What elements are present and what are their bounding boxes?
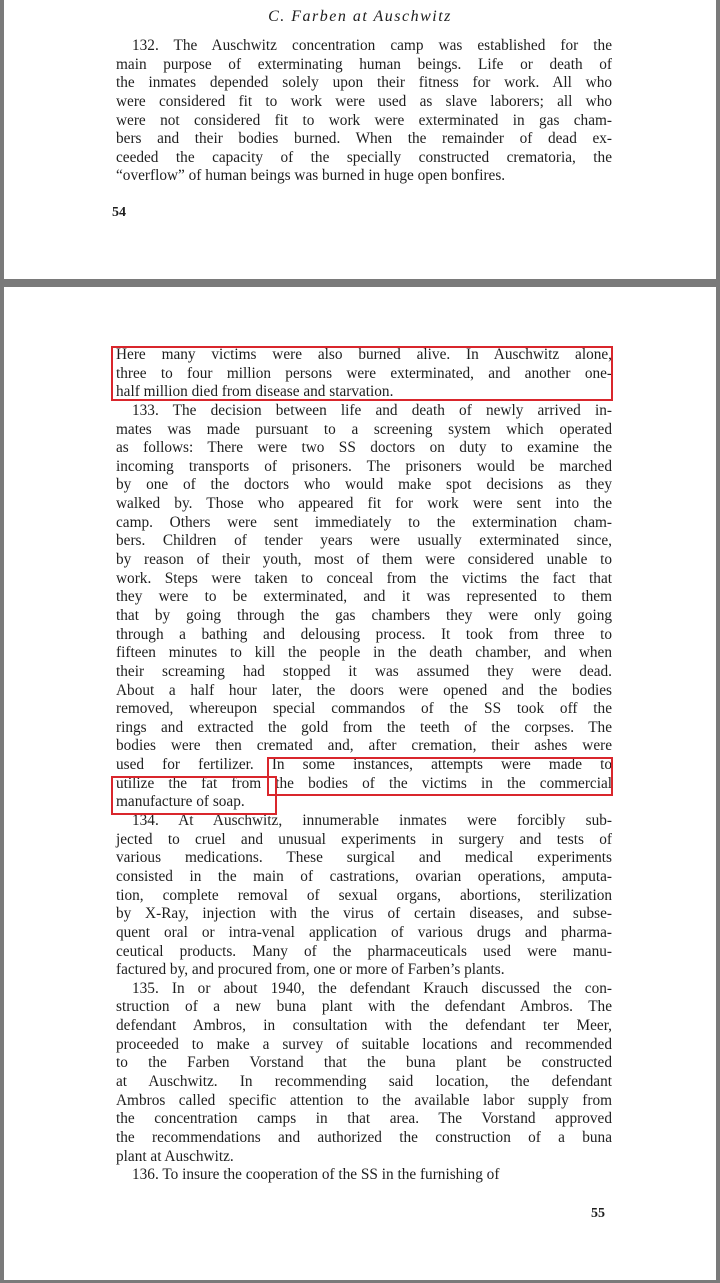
body-text-line: consisted in the main of castrations, ovarian operations, amputa-	[116, 867, 612, 885]
paragraph-132-line: ceeded the capacity of the specially constructed crematoria, the	[116, 148, 612, 166]
body-text-line: half million died from disease and starvation.	[116, 383, 394, 401]
body-text-line: walked by. Those who appeared fit for work were sent into the	[116, 495, 612, 513]
body-text-line: incoming transports of prisoners. The prisoners would be marched	[116, 457, 612, 475]
body-text-line: through a bathing and delousing process. It took from three to	[116, 625, 612, 643]
paragraph-132-line: bers and their bodies burned. When the remainder of dead ex-	[116, 130, 612, 148]
body-text-line: the recommendations and authorized the construction of a buna	[116, 1128, 612, 1146]
body-text-line: defendant Ambros, in consultation with the defendant ter Meer,	[116, 1017, 612, 1035]
paragraph-132-line: 132. The Auschwitz concentration camp was established for the	[132, 37, 612, 54]
page-number: 54	[112, 205, 126, 220]
body-text-line: jected to cruel and unusual experiments in surgery and tests of	[116, 830, 612, 848]
body-text-line: 134. At Auschwitz, innumerable inmates were forcibly sub-	[132, 812, 612, 830]
body-text-line: struction of a new buna plant with the defendant Ambros. The	[116, 998, 612, 1016]
body-text-line: by one of the doctors who would make spot decisions as they	[116, 476, 612, 494]
paragraph-132-line: the inmates depended solely upon their fitness for work. All who	[116, 74, 612, 92]
body-text-line: mates was made pursuant to a screening system which operated	[116, 420, 612, 438]
body-text-line: three to four million persons were exterminated, and another one-	[116, 364, 612, 382]
paragraph-132	[116, 37, 612, 186]
body-text-line: that by going through the gas chambers they were only going	[116, 606, 612, 624]
body-text-line: removed, whereupon special commandos of the SS took off the	[116, 700, 612, 718]
body-text-line: their screaming had stopped it was assumed they were dead.	[116, 662, 612, 680]
body-text-line: at Auschwitz. In recommending said location, the defendant	[116, 1072, 612, 1090]
body-text-line: rings and extracted the gold from the teeth of the corpses. The	[116, 718, 612, 736]
body-text-line: utilize the fat from the bodies of the victims in the commercial	[116, 774, 612, 792]
body-text-line: the concentration camps in that area. The Vorstand approved	[116, 1110, 612, 1128]
body-text-line: bodies were then cremated and, after cremation, their ashes were	[116, 737, 612, 755]
body-text-line: by X-Ray, injection with the virus of certain diseases, and subse-	[116, 905, 612, 923]
body-text-line: Ambros called specific attention to the available labor supply from	[116, 1091, 612, 1109]
body-text-line: proceeded to make a survey of suitable locations and recommended	[116, 1035, 612, 1053]
body-text-line: ceutical products. Many of the pharmaceuticals used were manu-	[116, 942, 612, 960]
body-text-line: various medications. These surgical and medical experiments	[116, 849, 612, 867]
body-text-line: About a half hour later, the doors were opened and the bodies	[116, 681, 612, 699]
body-text-line: manufacture of soap.	[116, 793, 245, 811]
body-text-line: bers. Children of tender years were usually exterminated since,	[116, 532, 612, 550]
page-55	[4, 287, 716, 1280]
body-text-line: used for fertilizer. In some instances, attempts were made to	[116, 756, 612, 774]
body-text-line: factured by, and procured from, one or more of Farben’s plants.	[116, 961, 505, 979]
body-text-line: work. Steps were taken to conceal from the victims the fact that	[116, 569, 612, 587]
body-text-line: to the Farben Vorstand that the buna plant be constructed	[116, 1054, 612, 1072]
body-text-line: plant at Auschwitz.	[116, 1147, 234, 1165]
paragraph-132-line: main purpose of exterminating human beings. Life or death of	[116, 55, 612, 73]
paragraph-132-line: were not considered fit to work were exterminated in gas cham-	[116, 111, 612, 129]
page-55-body	[116, 346, 612, 1185]
body-text-line: fifteen minutes to kill the people in the death chamber, and when	[116, 644, 612, 662]
body-text-line: by reason of their youth, most of them were considered unable to	[116, 551, 612, 569]
body-text-line: camp. Others were sent immediately to the extermination cham-	[116, 513, 612, 531]
body-text-line: they were to be exterminated, and it was represented to them	[116, 588, 612, 606]
body-text-line: as follows: There were two SS doctors on duty to examine the	[116, 439, 612, 457]
running-head: C. Farben at Auschwitz	[268, 8, 452, 25]
body-text-line: 135. In or about 1940, the defendant Krauch discussed the con-	[132, 979, 612, 997]
body-text-line: 133. The decision between life and death of newly arrived in-	[132, 401, 612, 419]
paragraph-132-line: “overflow” of human beings was burned in huge open bonfires.	[116, 167, 506, 185]
paragraph-132-line: were considered fit to work were used as slave laborers; all who	[116, 92, 612, 110]
body-text-line: Here many victims were also burned alive. In Auschwitz alone,	[116, 346, 612, 363]
body-text-line: quent oral or intra-venal application of various drugs and pharma-	[116, 923, 612, 941]
page-number: 55	[591, 1206, 605, 1221]
body-text-line: 136. To insure the cooperation of the SS in the furnishing of	[132, 1166, 500, 1184]
page-54	[4, 0, 716, 279]
body-text-line: tion, complete removal of sexual organs, abortions, sterilization	[116, 886, 612, 904]
